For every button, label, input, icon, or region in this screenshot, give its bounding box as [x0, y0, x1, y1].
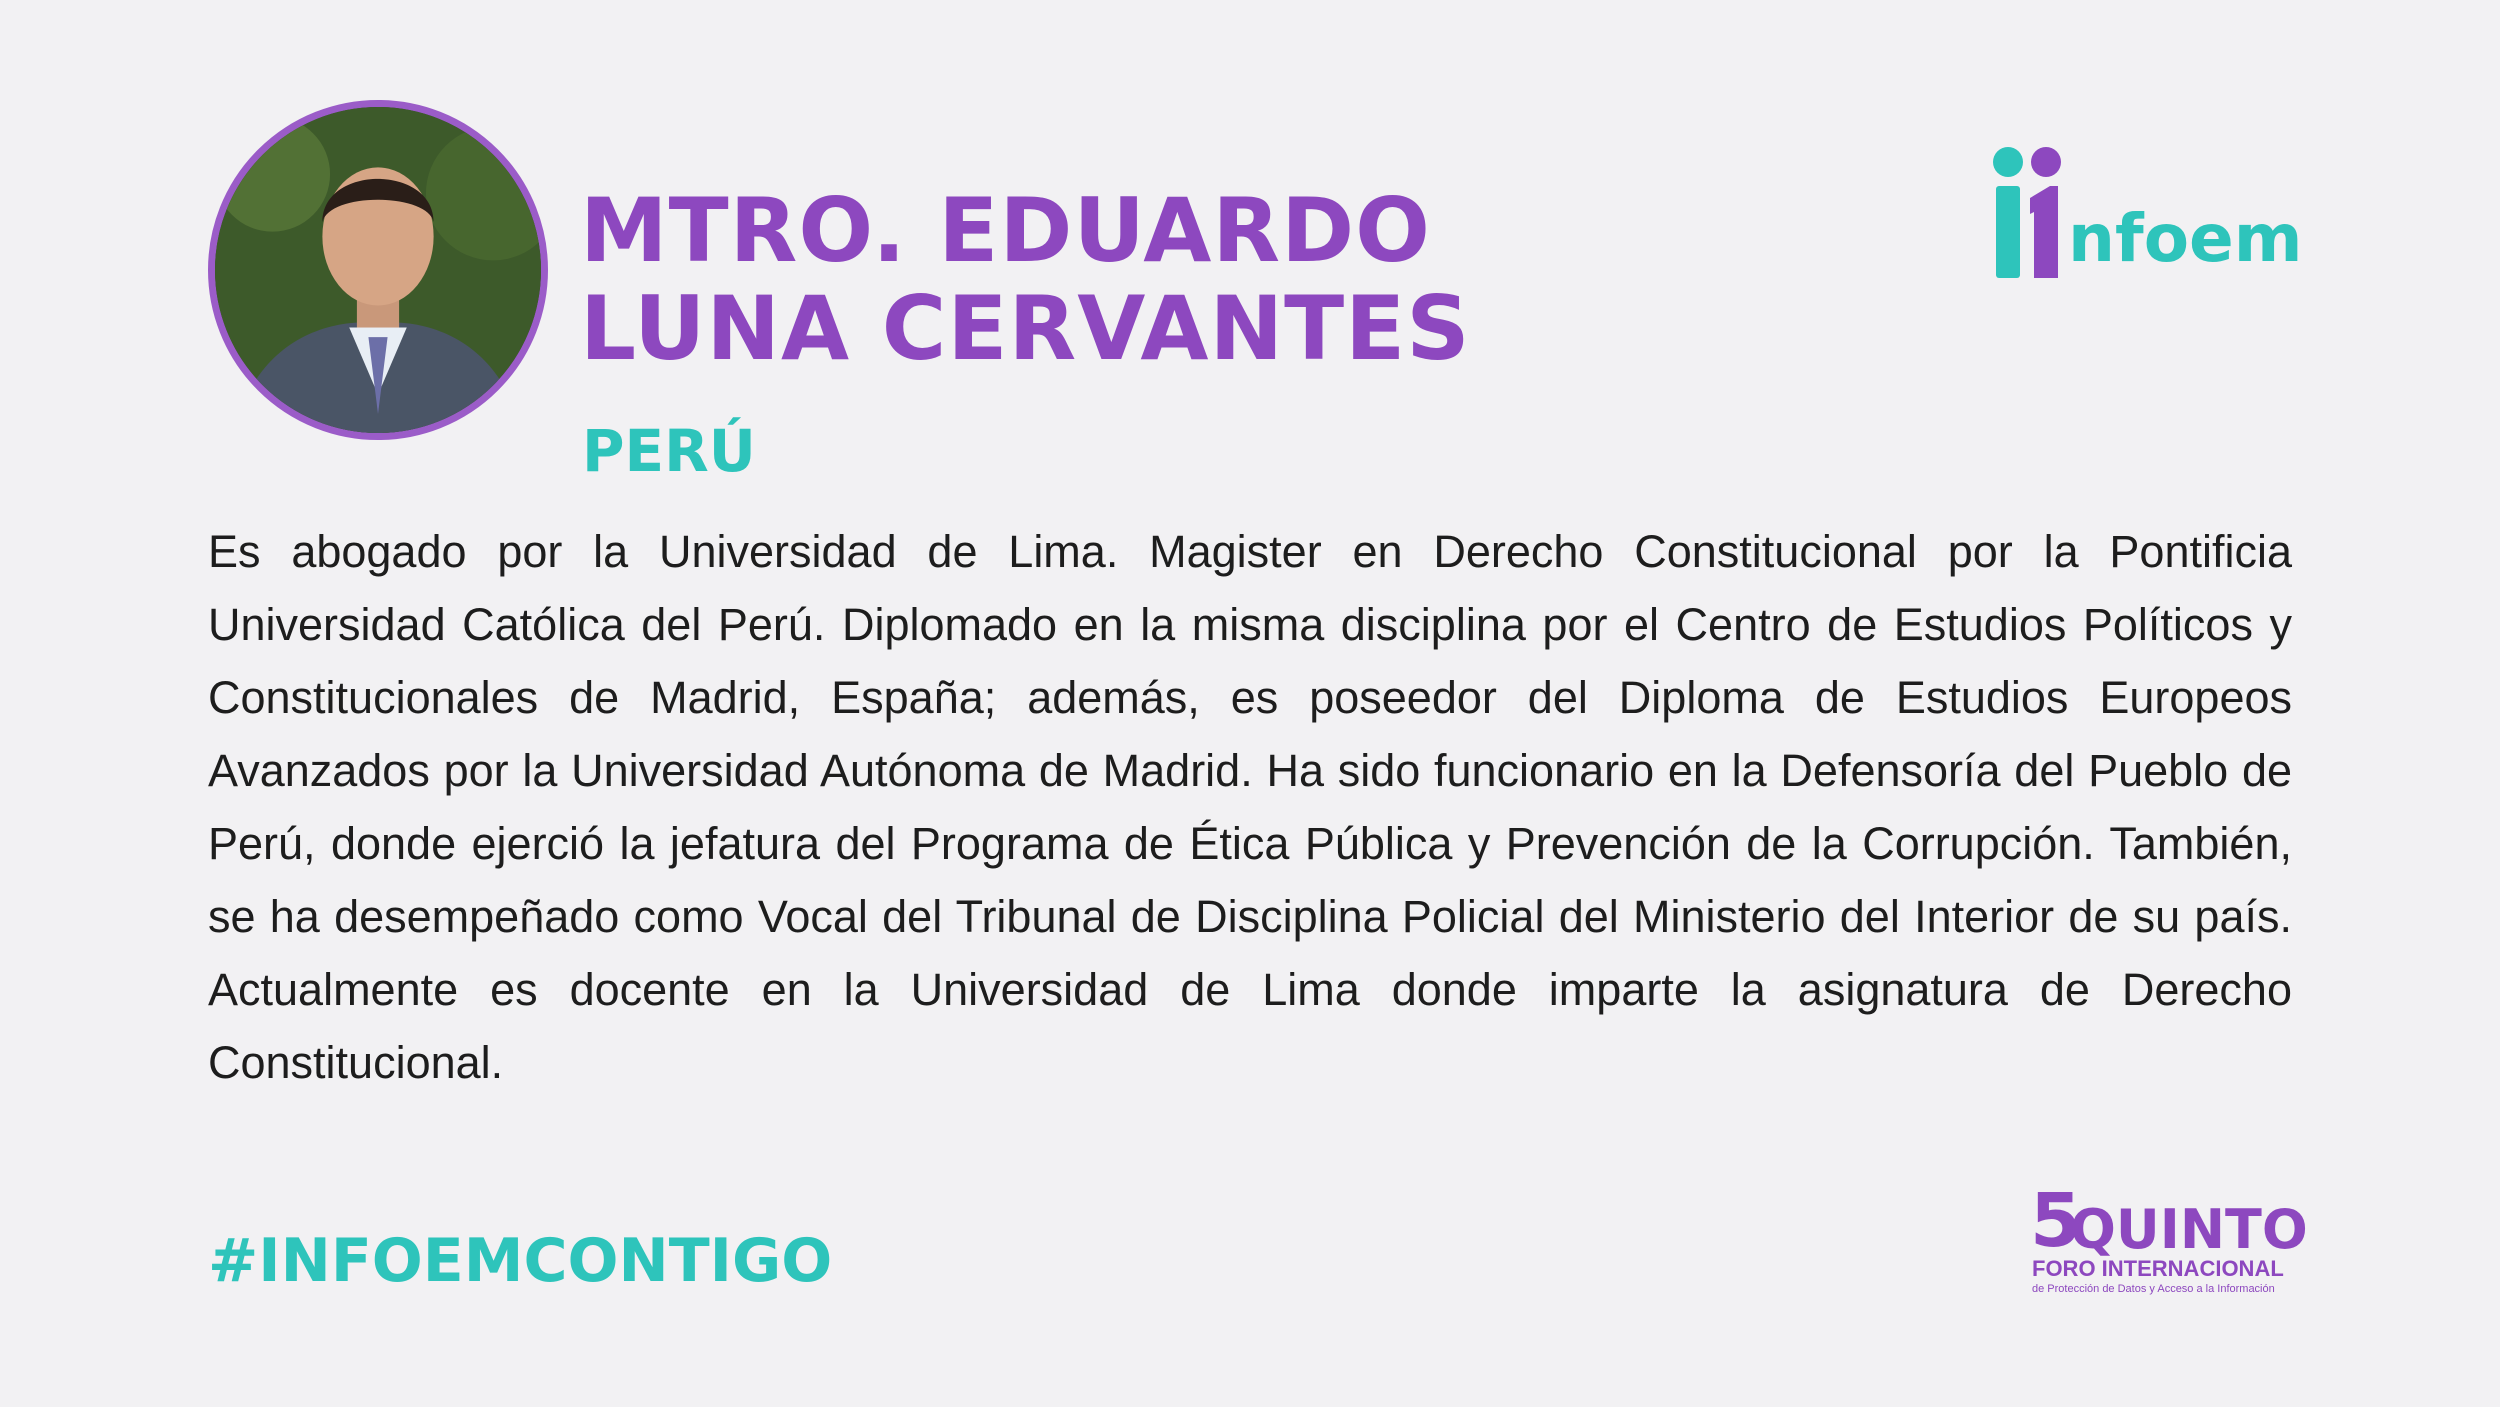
hashtag: #INFOEMCONTIGO: [208, 1226, 833, 1296]
quinto-number: 5: [2030, 1178, 2082, 1264]
speaker-name: [580, 179, 1471, 380]
infoem-logo-text: nfoem: [2068, 200, 2303, 277]
speaker-portrait-image: [215, 107, 541, 433]
infoem-logo: [1990, 140, 2303, 290]
quinto-subtitle-small: de Protección de Datos y Acceso a la Información: [2032, 1283, 2275, 1295]
speaker-bio: Es abogado por la Universidad de Lima. Magister en Derecho Constitucional por la Pontificia Universidad Católica del Perú. Diplomado en la misma disciplina por el Centro de Estudios Políticos y Constitucionales de Madrid, España; además, es poseedor del Diploma de Estudios Europeos Avanzados por la Universidad Autónoma de Madrid. Ha sido funcionario en la Defensoría del Pueblo de Perú, donde ejerció la jefatura del Programa de Ética Pública y Prevención de la Corrupción. También, se ha desempeñado como Vocal del Tribunal de Disciplina Policial del Ministerio del Interior de su país. Actualmente es docente en la Universidad de Lima donde imparte la asignatura de Derecho Constitucional.: [208, 526, 2292, 1088]
quinto-word: QUINTO: [2070, 1198, 2308, 1261]
speaker-name-line2: LUNA CERVANTES: [580, 277, 1471, 380]
speaker-name-line1: MTRO. EDUARDO: [580, 179, 1431, 282]
quinto-subtitle: FORO INTERNACIONAL: [2032, 1256, 2284, 1281]
infoem-figures-icon: [1990, 140, 2080, 290]
speaker-photo: [208, 100, 548, 440]
quinto-foro-logo: [2030, 1178, 2310, 1302]
speaker-country: PERÚ: [582, 417, 756, 485]
